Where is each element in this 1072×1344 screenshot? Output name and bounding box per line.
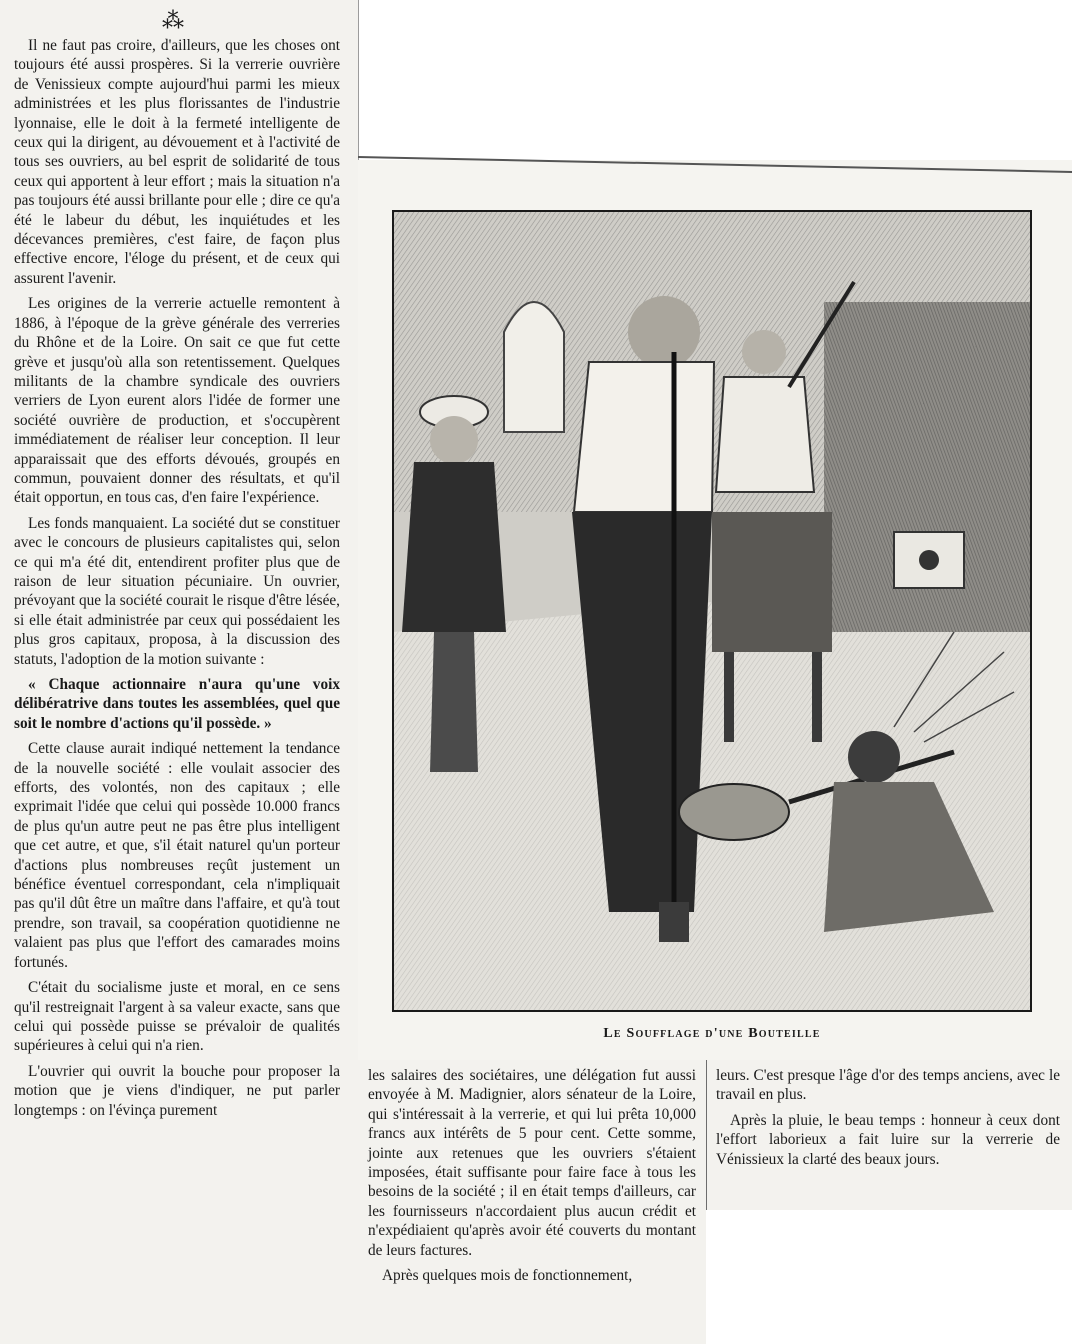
paragraph: Après la pluie, le beau temps : honneur à ceux dont l'effort laborieux a fait luire sur la verrerie de Vénissieux la clarté des beaux jours. [716,1111,1060,1168]
paragraph: Après quelques mois de fonctionnement, [382,1267,633,1285]
paragraph: Les origines de la verrerie actuelle remontent à 1886, à l'époque de la grève générale des verreries du Rhône et de la Loire. On sait ce que fut cette grève et jusqu'où alla son retentissement. Quelques militants de la chambre syndicale des ouvriers verriers de Lyon eurent alors l'idée de former une société ouvrière de production, et s'occupèrent immédiatement de réaliser leur conception. Il leur apparaissait que des efforts dévoués, groupés en commun, pouvaient donner des résultats, et qu'il était opportun, en tous cas, d'en faire l'expérience. [14,295,340,507]
engraving-drawing [394,212,1030,1010]
left-column [14,36,340,1120]
paragraph: Cette clause aurait indiqué nettement la tendance de la nouvelle société : elle voulait associer des efforts, des volontés, non des capitaux ; elle exprimait l'idée que celui qui possède 10.000 francs de plus qu'un autre peut ne pas être plus intelligent que cet autre, et que, s'il était naturel qu'un porteur d'actions plus nombreuses reçût justement un bénéfice éventuel correspondant, cela n'impliquait pas qu'il dût être un maître dans l'affaire, et qu'à tout prendre, son travail, sa coopération quotidienne ne valaient pas plus que l'effort des camarades moins fortunés. [14,740,340,971]
quotation-paragraph: « Chaque actionnaire n'aura qu'une voix délibératrive dans toutes les assemblées, quel que soit le nombre d'actions qu'il possède. » [14,676,340,732]
paragraph: Les fonds manquaient. La société dut se constituer avec le concours de plusieurs capitalistes qui, selon ce qui m'a été dit, entendirent profiter plus que de raison de leur situation pécuniaire. Un ouvrier, prévoyant que la société courait le risque d'être lésée, si elle était administrée par ceux qui possédaient les plus gros capitaux, proposa, à la discussion des statuts, l'adoption de la motion suivante : [14,514,340,668]
paragraph: Il ne faut pas croire, d'ailleurs, que les choses ont toujours été aussi prospères. Si la verrerie ouvrière de Venissieux compte aujourd'hui parmi les mieux administrées et les plus florissantes de l'industrie lyonnaise, elle le doit à la fermeté intelligente de ceux qui la dirigent, au dévouement et à l'activité de tous ses ouvriers, au bel esprit de solidarité de tous ceux qui apportent à leur effort ; mais la situation n'a pas toujours été aussi brillante pour elle ; dire ce qu'a été le labeur du début, les inquiétudes et les décevances premières, c'est faire, de façon plus effective encore, l'éloge du présent, et de ceux qui assurent l'avenir. [14,37,340,287]
right-column [716,1066,1060,1169]
paragraph: leurs. C'est presque l'âge d'or des temps anciens, avec le travail en plus. [716,1067,1060,1104]
paragraph: L'ouvrier qui ouvrit la bouche pour proposer la motion que je viens d'indiquer, ne put parler longtemps : on l'évinça purement [14,1062,340,1119]
paragraph: les salaires des sociétaires, une délégation fut aussi envoyée à M. Madignier, alors sénateur de la Loire, qui s'intéressait à la verrerie, et qui lui prêta 10,000 francs aux intérêts de 5 pour cent. Cette somme, jointe aux retenues que les ouvriers s'étaient imposées, était suffisante pour faire face à tous les besoins de la société ; il en était temps d'ailleurs, car les fournisseurs n'accordaient plus aucun crédit et n'expédiaient qu'après avoir été couverts du montant de leurs factures. [368,1067,696,1259]
figure-caption: Le Soufflage d'une Bouteille [603,1026,821,1041]
ornament-asterism: ⁂ [162,8,182,33]
glassblowing-illustration [392,210,1032,1012]
paragraph: C'était du socialisme juste et moral, en ce sens qu'il restreignait l'argent à sa valeur exacte, sans que celui qui possède puisse se prévaloir de qualités supérieures à celui qui n'a rien. [14,979,340,1055]
middle-column [368,1066,696,1285]
